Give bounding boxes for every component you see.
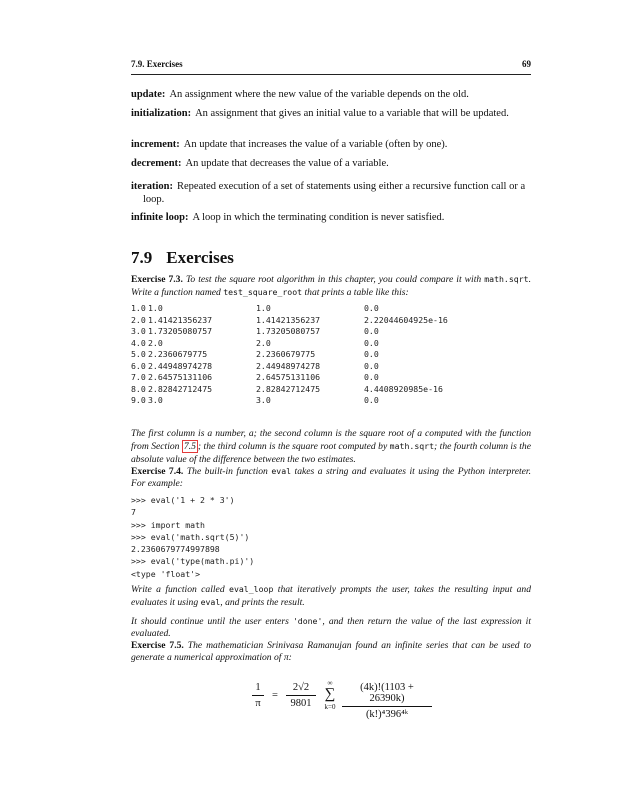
table-cell: 5.0 <box>131 349 146 359</box>
glossary-entry-decrement <box>131 157 531 170</box>
exercise-7-4 <box>131 465 531 491</box>
coefficient-denominator: 9801 <box>290 698 312 709</box>
table-row <box>131 338 494 350</box>
glossary-entry-update <box>131 88 531 101</box>
table-row <box>131 303 494 315</box>
fraction-bar <box>286 695 316 696</box>
note-text: ; the fourth column is the absolute value of the difference between the two estimates. <box>131 441 531 465</box>
exercise-text: The built-in function <box>186 466 268 477</box>
glossary-entry-infinite-loop <box>131 211 531 224</box>
inline-code: test_square_root <box>223 287 303 298</box>
sum-upper-limit: ∞ <box>327 679 333 687</box>
term-denominator: (k!)⁴396⁴ᵏ <box>365 709 409 720</box>
glossary-term: decrement: <box>131 158 182 169</box>
para-text: , and prints the result. <box>220 597 305 609</box>
para-text: Write a function called <box>131 584 225 595</box>
glossary-def: An update that increases the value of a variable (often by one). <box>183 139 448 150</box>
table-cell: 1.73205080757 <box>148 326 213 336</box>
equals-sign: = <box>272 690 278 701</box>
table-cell: 2.64575131106 <box>256 372 321 382</box>
sqrt-table <box>131 303 494 407</box>
table-cell: 1.0 <box>131 303 146 313</box>
para-text: It should continue until the user enters <box>131 616 289 627</box>
glossary-term: iteration: <box>131 181 173 192</box>
term-numerator: (4k)!(1103 + 26390k) <box>360 682 414 704</box>
fraction-bar <box>252 695 264 696</box>
table-cell: 0.0 <box>364 337 379 348</box>
table-cell: 7.0 <box>131 372 146 382</box>
table-row <box>131 372 494 384</box>
lhs-fraction <box>252 682 264 709</box>
table-row <box>131 384 494 396</box>
table-cell: 1.0 <box>256 303 271 313</box>
coefficient-fraction <box>286 682 316 709</box>
header-page-number: 69 <box>522 59 531 69</box>
table-cell: 0.0 <box>364 395 379 405</box>
sum-lower-limit: k=0 <box>324 703 336 711</box>
table-cell: 0.0 <box>364 360 379 371</box>
section-link[interactable]: 7.5 <box>183 441 196 453</box>
table-cell: 3.0 <box>256 395 271 405</box>
code-line: >>> eval('type(math.pi)') <box>131 556 255 567</box>
exercise-label: Exercise 7.5. <box>131 640 184 651</box>
para-text: that iteratively prompts the user, takes the resulting input and evaluates it using <box>131 584 532 609</box>
code-line: >>> eval('math.sqrt(5)') <box>131 531 250 542</box>
code-line: >>> eval('1 + 2 * 3') <box>131 495 235 505</box>
table-cell: 1.73205080757 <box>256 326 321 336</box>
glossary-term: initialization: <box>131 108 192 119</box>
table-cell: 8.0 <box>131 383 146 394</box>
table-cell: 2.44948974278 <box>256 360 321 371</box>
table-cell: 3.0 <box>148 395 163 405</box>
code-example <box>131 494 254 580</box>
table-row <box>131 315 494 327</box>
eval-loop-paragraph <box>131 583 531 610</box>
table-cell: 4.4408920985e-16 <box>364 383 443 394</box>
code-line: 2.2360679774997898 <box>131 544 220 555</box>
table-cell: 4.0 <box>131 337 146 348</box>
glossary-def: An assignment that gives an initial value to a variable that will be updated. <box>195 108 509 119</box>
table-cell: 2.2360679775 <box>256 349 316 359</box>
section-title: Exercises <box>166 248 234 267</box>
section-number: 7.9 <box>131 248 153 267</box>
exercise-text: . Write a function named <box>131 274 531 299</box>
lhs-numerator: 1 <box>255 682 261 693</box>
code-line: 7 <box>131 507 136 518</box>
term-fraction <box>342 682 432 720</box>
table-cell: 0.0 <box>364 326 379 336</box>
inline-code: eval_loop <box>229 584 274 594</box>
table-cell: 0.0 <box>364 303 379 313</box>
code-line: <type 'float'> <box>131 568 201 579</box>
table-cell: 1.41421356237 <box>148 314 213 325</box>
glossary-entry-iteration <box>131 180 543 206</box>
exercise-7-5 <box>131 640 531 665</box>
table-row <box>131 349 494 361</box>
exercise-label: Exercise 7.4. <box>131 466 184 477</box>
ramanujan-formula <box>252 679 432 722</box>
inline-code: math.sqrt <box>389 441 435 452</box>
table-row <box>131 326 494 338</box>
exercise-label: Exercise 7.3. <box>131 274 183 285</box>
table-cell: 2.0 <box>256 337 271 348</box>
table-cell: 9.0 <box>131 395 146 405</box>
exercise-text: takes a string and evaluates it using the Python interpreter. For example: <box>131 466 531 490</box>
table-cell: 1.41421356237 <box>256 314 321 325</box>
exercise-text: To test the square root algorithm in this chapter, you could compare it with <box>185 274 482 285</box>
coefficient-numerator: 2√2 <box>292 682 310 693</box>
glossary-def: An update that decreases the value of a variable. <box>185 158 389 169</box>
exercise-text: that prints a table like this: <box>304 287 409 299</box>
note-text: ; the third column is the square root computed by <box>197 441 388 453</box>
glossary-entry-initialization <box>131 107 531 120</box>
table-cell: 2.82842712475 <box>148 383 213 394</box>
table-cell: 2.0 <box>131 314 146 325</box>
glossary-term: infinite loop: <box>131 212 189 223</box>
table-cell: 6.0 <box>131 360 146 371</box>
inline-code: eval <box>200 597 221 608</box>
summation-sign: ∑ <box>324 686 336 702</box>
glossary-term: increment: <box>131 139 180 150</box>
exercise-text: The mathematician Srinivasa Ramanujan found an infinite series that can be used to generate a numerical approximation of π: <box>131 640 532 664</box>
inline-code: eval <box>271 466 292 476</box>
done-paragraph <box>131 615 531 641</box>
table-cell: 2.2360679775 <box>148 349 208 359</box>
table-note <box>131 428 531 466</box>
para-text: , and then return the value of the last expression it evaluated. <box>131 616 531 640</box>
header-section: 7.9. Exercises <box>131 59 183 69</box>
glossary-entry-increment <box>131 138 531 151</box>
table-cell: 0.0 <box>364 349 379 359</box>
table-row <box>131 361 494 373</box>
glossary-def: A loop in which the terminating condition is never satisfied. <box>192 212 445 223</box>
glossary-def: Repeated execution of a set of statements using either a recursive function call or a loop. <box>143 181 526 205</box>
running-head <box>131 56 531 75</box>
inline-code: math.sqrt <box>484 274 529 284</box>
lhs-denominator: π <box>255 698 261 709</box>
code-line: >>> import math <box>131 519 205 530</box>
inline-code: 'done' <box>292 616 323 626</box>
fraction-bar <box>342 706 432 707</box>
table-cell: 2.64575131106 <box>148 372 213 382</box>
table-cell: 2.82842712475 <box>256 383 321 394</box>
glossary-def: An assignment where the new value of the variable depends on the old. <box>169 89 469 100</box>
table-cell: 0.0 <box>364 372 379 382</box>
table-cell: 1.0 <box>148 303 163 313</box>
table-cell: 3.0 <box>131 326 146 336</box>
glossary-term: update: <box>131 89 166 100</box>
table-cell: 2.22044604925e-16 <box>364 314 448 325</box>
table-cell: 2.44948974278 <box>148 360 213 371</box>
note-text: The first column is a number, a; the second column is the square root of a computed with the function from Section <box>131 428 531 453</box>
exercise-7-3 <box>131 273 531 300</box>
table-cell: 2.0 <box>148 337 163 348</box>
table-row <box>131 395 494 407</box>
section-heading <box>131 248 234 268</box>
